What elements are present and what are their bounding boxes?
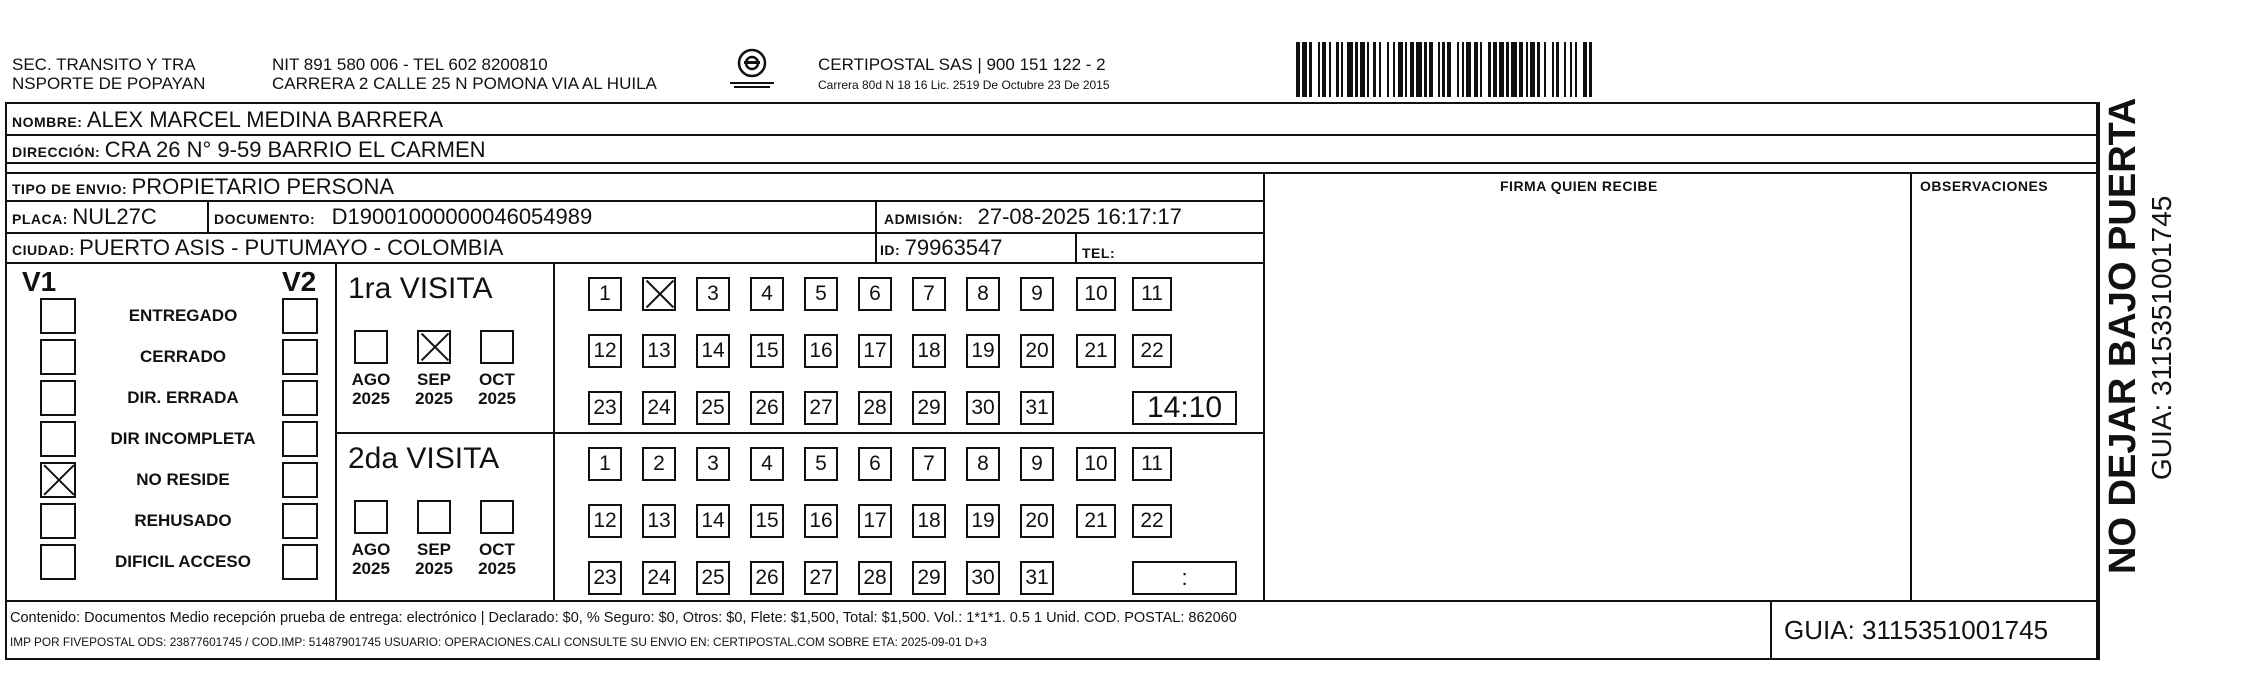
month-year: 2025 [352,389,390,408]
calendar-day[interactable]: 24 [642,561,676,595]
admision-field [884,206,1182,228]
direccion-label: DIRECCIÓN: [12,144,101,160]
calendar-day[interactable]: 27 [804,391,838,425]
calendar-day[interactable]: 19 [966,504,1000,538]
tipo-envio-label: TIPO DE ENVIO: [12,181,128,197]
month-label [472,370,522,408]
direccion-value: CRA 26 N° 9-59 BARRIO EL CARMEN [104,137,486,162]
month-label [409,540,459,578]
v2-label: V2 [282,266,317,297]
month-year: 2025 [415,559,453,578]
nombre-label: NOMBRE: [12,114,83,130]
documento-label: DOCUMENTO: [214,211,316,227]
calendar-day[interactable]: 21 [1076,334,1116,368]
reason-label: DIR. ERRADA [127,388,239,407]
reason-v2-checkbox[interactable] [282,421,318,457]
reason-v2-checkbox[interactable] [282,380,318,416]
month-name: AGO [351,370,391,389]
calendar-day[interactable]: 28 [858,561,892,595]
reason-v2-checkbox[interactable] [282,544,318,580]
id-label: ID: [880,242,901,258]
calendar-day[interactable]: 12 [588,504,622,538]
reason-v1-checkbox[interactable] [40,380,76,416]
month-checkbox[interactable] [354,330,388,364]
placa-field [12,206,157,228]
calendar-day[interactable]: 13 [642,504,676,538]
calendar-day[interactable]: 10 [1076,447,1116,481]
direccion-field [12,139,486,161]
reason-v2-checkbox[interactable] [282,503,318,539]
reason-v2-checkbox[interactable] [282,298,318,334]
calendar-day[interactable]: 30 [966,391,1000,425]
firma-quien-recibe-label: FIRMA QUIEN RECIBE [1500,178,1658,194]
month-name: AGO [351,540,391,559]
month-name: OCT [479,540,515,559]
calendar-day[interactable]: 13 [642,334,676,368]
calendar-day[interactable]: 27 [804,561,838,595]
month-year: 2025 [478,389,516,408]
calendar-day[interactable]: 16 [804,504,838,538]
side-guia-number: GUIA: 3115351001745 [2146,195,2177,480]
admision-label: ADMISIÓN: [884,211,964,227]
tel-field [1082,240,1115,262]
calendar-day[interactable]: 19 [966,334,1000,368]
calendar-day[interactable]: 9 [1020,277,1054,311]
reason-v2-checkbox[interactable] [282,462,318,498]
calendar-day[interactable]: 8 [966,277,1000,311]
calendar-day[interactable]: 14 [696,504,730,538]
reason-label: NO RESIDE [136,470,230,489]
month-year: 2025 [415,389,453,408]
calendar-day[interactable]: 17 [858,334,892,368]
tel-label: TEL: [1082,245,1116,261]
reason-label: ENTREGADO [128,306,238,325]
reason-v2-checkbox[interactable] [282,339,318,375]
calendar-day[interactable]: 11 [1132,277,1172,311]
calendar-day[interactable]: 1 [588,447,622,481]
impresion-line: IMP POR FIVEPOSTAL ODS: 23877601745 / COD.IMP: 51487901745 USUARIO: OPERACIONES.CALI CONSULTE SU ENVIO EN: CERTIPOSTAL.COM SOBRE ETA: 2025-09-01 D+3 [10,635,987,649]
calendar-day[interactable]: 3 [696,277,730,311]
calendar-day[interactable]: 6 [858,277,892,311]
ciudad-field [12,237,503,259]
ciudad-value: PUERTO ASIS - PUTUMAYO - COLOMBIA [79,235,504,260]
reason-label: CERRADO [140,347,226,366]
calendar-day[interactable]: 17 [858,504,892,538]
calendar-day[interactable]: 30 [966,561,1000,595]
reason-v1-checkbox[interactable] [40,544,76,580]
month-label [472,540,522,578]
ciudad-label: CIUDAD: [12,242,75,258]
issuer-name-line1: SEC. TRANSITO Y TRA [12,55,196,74]
visit-title: 1ra VISITA [348,272,493,305]
barcode-icon [1296,42,1878,97]
calendar-day[interactable]: 9 [1020,447,1054,481]
company-line: CERTIPOSTAL SAS | 900 151 122 - 2 [818,55,1106,74]
id-field [880,237,1003,259]
documento-value: D19001000000046054989 [331,204,593,229]
calendar-day[interactable]: 18 [912,334,946,368]
month-label [346,370,396,408]
calendar-day[interactable]: 1 [588,277,622,311]
calendar-day[interactable]: 25 [696,561,730,595]
month-label [409,370,459,408]
reason-v1-checkbox[interactable] [40,421,76,457]
tipo-envio-field [12,176,394,198]
reason-v1-checkbox[interactable] [40,462,76,498]
calendar-day[interactable]: 25 [696,391,730,425]
month-checkbox[interactable] [480,500,514,534]
reason-v1-checkbox[interactable] [40,339,76,375]
company-license-line: Carrera 80d N 18 16 Lic. 2519 De Octubre 23 De 2015 [818,78,1110,92]
month-checkbox[interactable] [417,330,451,364]
calendar-day[interactable]: 14 [696,334,730,368]
calendar-day[interactable]: 7 [912,277,946,311]
calendar-day[interactable]: 24 [642,391,676,425]
certipostal-logo-icon [726,46,778,92]
no-dejar-bajo-puerta-instruction: NO DEJAR BAJO PUERTA [2102,97,2144,574]
calendar-day[interactable]: 4 [750,277,784,311]
calendar-day[interactable]: 3 [696,447,730,481]
issuer-nit-line: NIT 891 580 006 - TEL 602 8200810 [272,55,548,74]
documento-field [214,206,592,228]
nombre-field [12,109,443,131]
calendar-day[interactable]: 6 [858,447,892,481]
reason-label: DIFICIL ACCESO [114,552,251,571]
admision-value: 27-08-2025 16:17:17 [977,204,1182,229]
calendar-day[interactable]: 4 [750,447,784,481]
calendar-day[interactable]: 20 [1020,334,1054,368]
month-checkbox[interactable] [354,500,388,534]
issuer-address-line: CARRERA 2 CALLE 25 N POMONA VIA AL HUILA [272,74,657,93]
reason-label: REHUSADO [134,511,232,530]
month-name: OCT [479,370,515,389]
calendar-day[interactable]: 10 [1076,277,1116,311]
issuer-name-line2: NSPORTE DE POPAYAN [12,74,206,93]
guia-box: GUIA: 3115351001745 [1784,615,2049,645]
reason-v1-checkbox[interactable] [40,503,76,539]
visit-time-box[interactable]: 14:10 [1132,391,1237,425]
calendar-day[interactable]: 29 [912,561,946,595]
nombre-value: ALEX MARCEL MEDINA BARRERA [86,107,444,132]
calendar-day[interactable]: 12 [588,334,622,368]
calendar-day[interactable]: 23 [588,561,622,595]
calendar-day[interactable]: 31 [1020,391,1054,425]
visit-title: 2da VISITA [348,442,500,475]
month-year: 2025 [478,559,516,578]
calendar-day[interactable]: 8 [966,447,1000,481]
month-label [346,540,396,578]
calendar-day[interactable]: 22 [1132,334,1172,368]
reason-label: DIR INCOMPLETA [110,429,256,448]
v1-label: V1 [22,266,57,297]
tipo-envio-value: PROPIETARIO PERSONA [131,174,394,199]
calendar-day[interactable]: 15 [750,334,784,368]
month-checkbox[interactable] [480,330,514,364]
month-name: SEP [416,540,452,559]
reason-v1-checkbox[interactable] [40,298,76,334]
id-value: 79963547 [904,235,1003,260]
observaciones-label: OBSERVACIONES [1920,178,2049,194]
calendar-day[interactable]: 16 [804,334,838,368]
calendar-day[interactable]: 26 [750,391,784,425]
visit-time-box[interactable]: : [1132,561,1237,595]
calendar-day[interactable]: 5 [804,277,838,311]
calendar-day[interactable]: 29 [912,391,946,425]
month-name: SEP [416,370,452,389]
calendar-day[interactable]: 22 [1132,504,1172,538]
month-year: 2025 [352,559,390,578]
calendar-day[interactable]: 31 [1020,561,1054,595]
placa-value: NUL27C [72,204,157,229]
calendar-day[interactable]: 21 [1076,504,1116,538]
calendar-day[interactable]: 15 [750,504,784,538]
calendar-day[interactable]: 5 [804,447,838,481]
calendar-day[interactable]: 23 [588,391,622,425]
calendar-day[interactable] [642,277,676,311]
calendar-day[interactable]: 20 [1020,504,1054,538]
calendar-day[interactable]: 18 [912,504,946,538]
calendar-day[interactable]: 2 [642,447,676,481]
calendar-day[interactable]: 26 [750,561,784,595]
contenido-line: Contenido: Documentos Medio recepción prueba de entrega: electrónico | Declarado: $0, % Seguro: $0, Otros: $0, Flete: $1,500, Total: $1,500. Vol.: 1*1*1. 0.5 1 Unid. COD. POSTAL: 862060 [10,610,1237,626]
calendar-day[interactable]: 28 [858,391,892,425]
calendar-day[interactable]: 7 [912,447,946,481]
month-checkbox[interactable] [417,500,451,534]
placa-label: PLACA: [12,211,68,227]
calendar-day[interactable]: 11 [1132,447,1172,481]
